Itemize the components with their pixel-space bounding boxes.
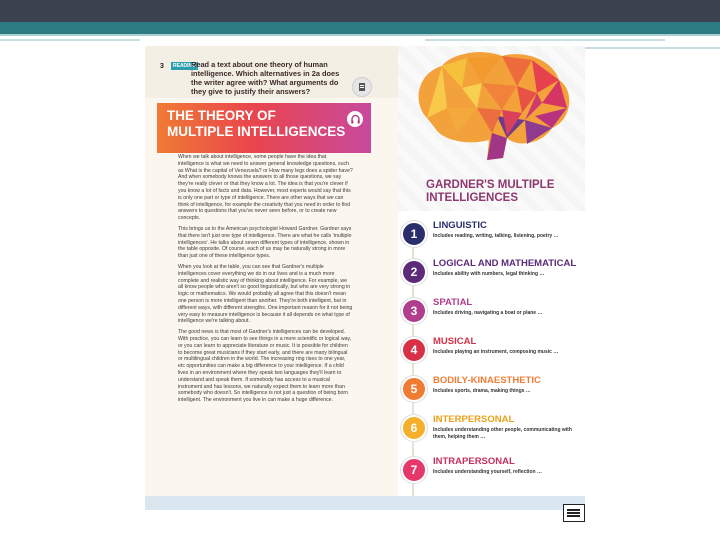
item-description: Includes ability with numbers, legal thinking … bbox=[433, 271, 545, 277]
item-number-badge: 7 bbox=[401, 457, 427, 483]
item-name: LOGICAL AND MATHEMATICAL bbox=[433, 258, 577, 269]
intelligence-item bbox=[401, 374, 585, 414]
slide-menu-icon[interactable] bbox=[563, 504, 585, 522]
item-name: LINGUISTIC bbox=[433, 220, 487, 231]
top-thin-line bbox=[0, 34, 720, 36]
gardner-title: GARDNER'S MULTIPLE INTELLIGENCES bbox=[426, 179, 555, 204]
item-number-badge: 6 bbox=[401, 415, 427, 441]
item-description: Includes driving, navigating a boat or plane … bbox=[433, 310, 543, 316]
article-paragraph: When we talk about intelligence, some people have the idea that intelligence is what we need to answer general knowledge questions, such as What is the capital of Venezuela? or How many legs does a spider have? And when somebody knows the answers to all those questions, we say they're really clever or that they know a lot. The idea is that you're clever if you know a lot of facts and data. However, most experts would say that this is only one part or type of intelligence. There are other ways that we can think of intelligence, for example the creativity that you need in order to find answers to questions that you've never seen before, or to create new concepts. bbox=[178, 154, 353, 222]
item-name: BODILY-KINAESTHETIC bbox=[433, 375, 541, 386]
item-description: Includes sports, drama, making things … bbox=[433, 388, 531, 394]
headphones-icon[interactable] bbox=[347, 111, 363, 127]
item-number-badge: 5 bbox=[401, 376, 427, 402]
article-title-line2: MULTIPLE INTELLIGENCES bbox=[167, 124, 346, 139]
notebook-icon[interactable] bbox=[352, 77, 372, 97]
page-bottom-strip bbox=[145, 496, 585, 510]
deco-line-far-right bbox=[580, 47, 720, 49]
article-paragraph: The good news is that most of Gardner's intelligences can be developed. With practice, you can learn to see things in a more scientific or logical way, or you can learn to appreciate literature or music. It is possible for children to become great musicians if they start early, and there are many bilingual or multilingual children in the world. The increasing ring rises to one year, etc opportunities can make a big difference to your intelligence. If a child lives in an environment where they speak two languages they'll learn to understand and speak them. If somebody has access to a musical instrument and has lessons, we naturally expect them to learn more than somebody who doesn't. So intelligence is not just a question of being born intelligent. The environment you live in can make a huge difference. bbox=[178, 329, 352, 404]
item-description: Includes understanding other people, communicating with them, helping them … bbox=[433, 427, 572, 440]
item-name: INTERPERSONAL bbox=[433, 414, 515, 425]
item-name: MUSICAL bbox=[433, 336, 477, 347]
article-paragraph: This brings us to the American psychologist Howard Gardner. Gardner says that there isn't just one type of intelligence. There are what he calls 'multiple intelligences'. He talks about seven different types of intelligence, shown in the table opposite. Of course, each of us may be naturally strong in more than just one of these intelligence types. bbox=[178, 225, 352, 260]
item-description: Includes reading, writing, talking, listening, poetry … bbox=[433, 233, 559, 239]
item-description: Includes playing an instrument, composing music … bbox=[433, 349, 559, 355]
item-number-badge: 4 bbox=[401, 337, 427, 363]
item-number-badge: 2 bbox=[401, 259, 427, 285]
intelligence-item bbox=[401, 455, 585, 495]
item-number-badge: 1 bbox=[401, 221, 427, 247]
intelligence-item bbox=[401, 296, 585, 336]
article-title bbox=[167, 108, 345, 140]
deco-line-right bbox=[425, 39, 665, 41]
article-body bbox=[178, 154, 353, 408]
task-number: 3 bbox=[160, 63, 164, 70]
article-title-line1: THE THEORY OF bbox=[167, 108, 276, 123]
task-tag: READING bbox=[173, 63, 197, 69]
top-title-band bbox=[0, 0, 720, 22]
intelligence-item bbox=[401, 257, 585, 297]
task-instructions: Read a text about one theory of human intelligence. Which alternatives in 2a does the writer agree with? What arguments do they give to justify their answers? bbox=[191, 60, 340, 96]
item-number-badge: 3 bbox=[401, 298, 427, 324]
item-name: INTRAPERSONAL bbox=[433, 456, 515, 467]
item-description: Includes understanding yourself, reflection … bbox=[433, 469, 542, 475]
brain-illustration bbox=[407, 48, 577, 168]
intelligence-item bbox=[401, 413, 585, 453]
item-name: SPATIAL bbox=[433, 297, 473, 308]
deco-line-left bbox=[0, 39, 140, 41]
article-paragraph: When you look at the table, you can see that Gardner's multiple intelligences cover everything we do in our lives and is a much more complete and realistic way of thinking about intelligence. For example, we all know people who aren't so good linguistically, but who are very strong in logic or mathematics. We would probably all agree that this doesn't mean one person is more intelligent than another. They're both intelligent, but in different ways, with different strengths. One important reason for it not being very easy to measure intelligence is because it all depends on what type of intelligence we're talking about. bbox=[178, 263, 353, 325]
top-accent-stripe bbox=[0, 22, 720, 34]
intelligence-item bbox=[401, 335, 585, 375]
intelligence-item bbox=[401, 219, 585, 259]
textbook-page bbox=[145, 46, 585, 509]
